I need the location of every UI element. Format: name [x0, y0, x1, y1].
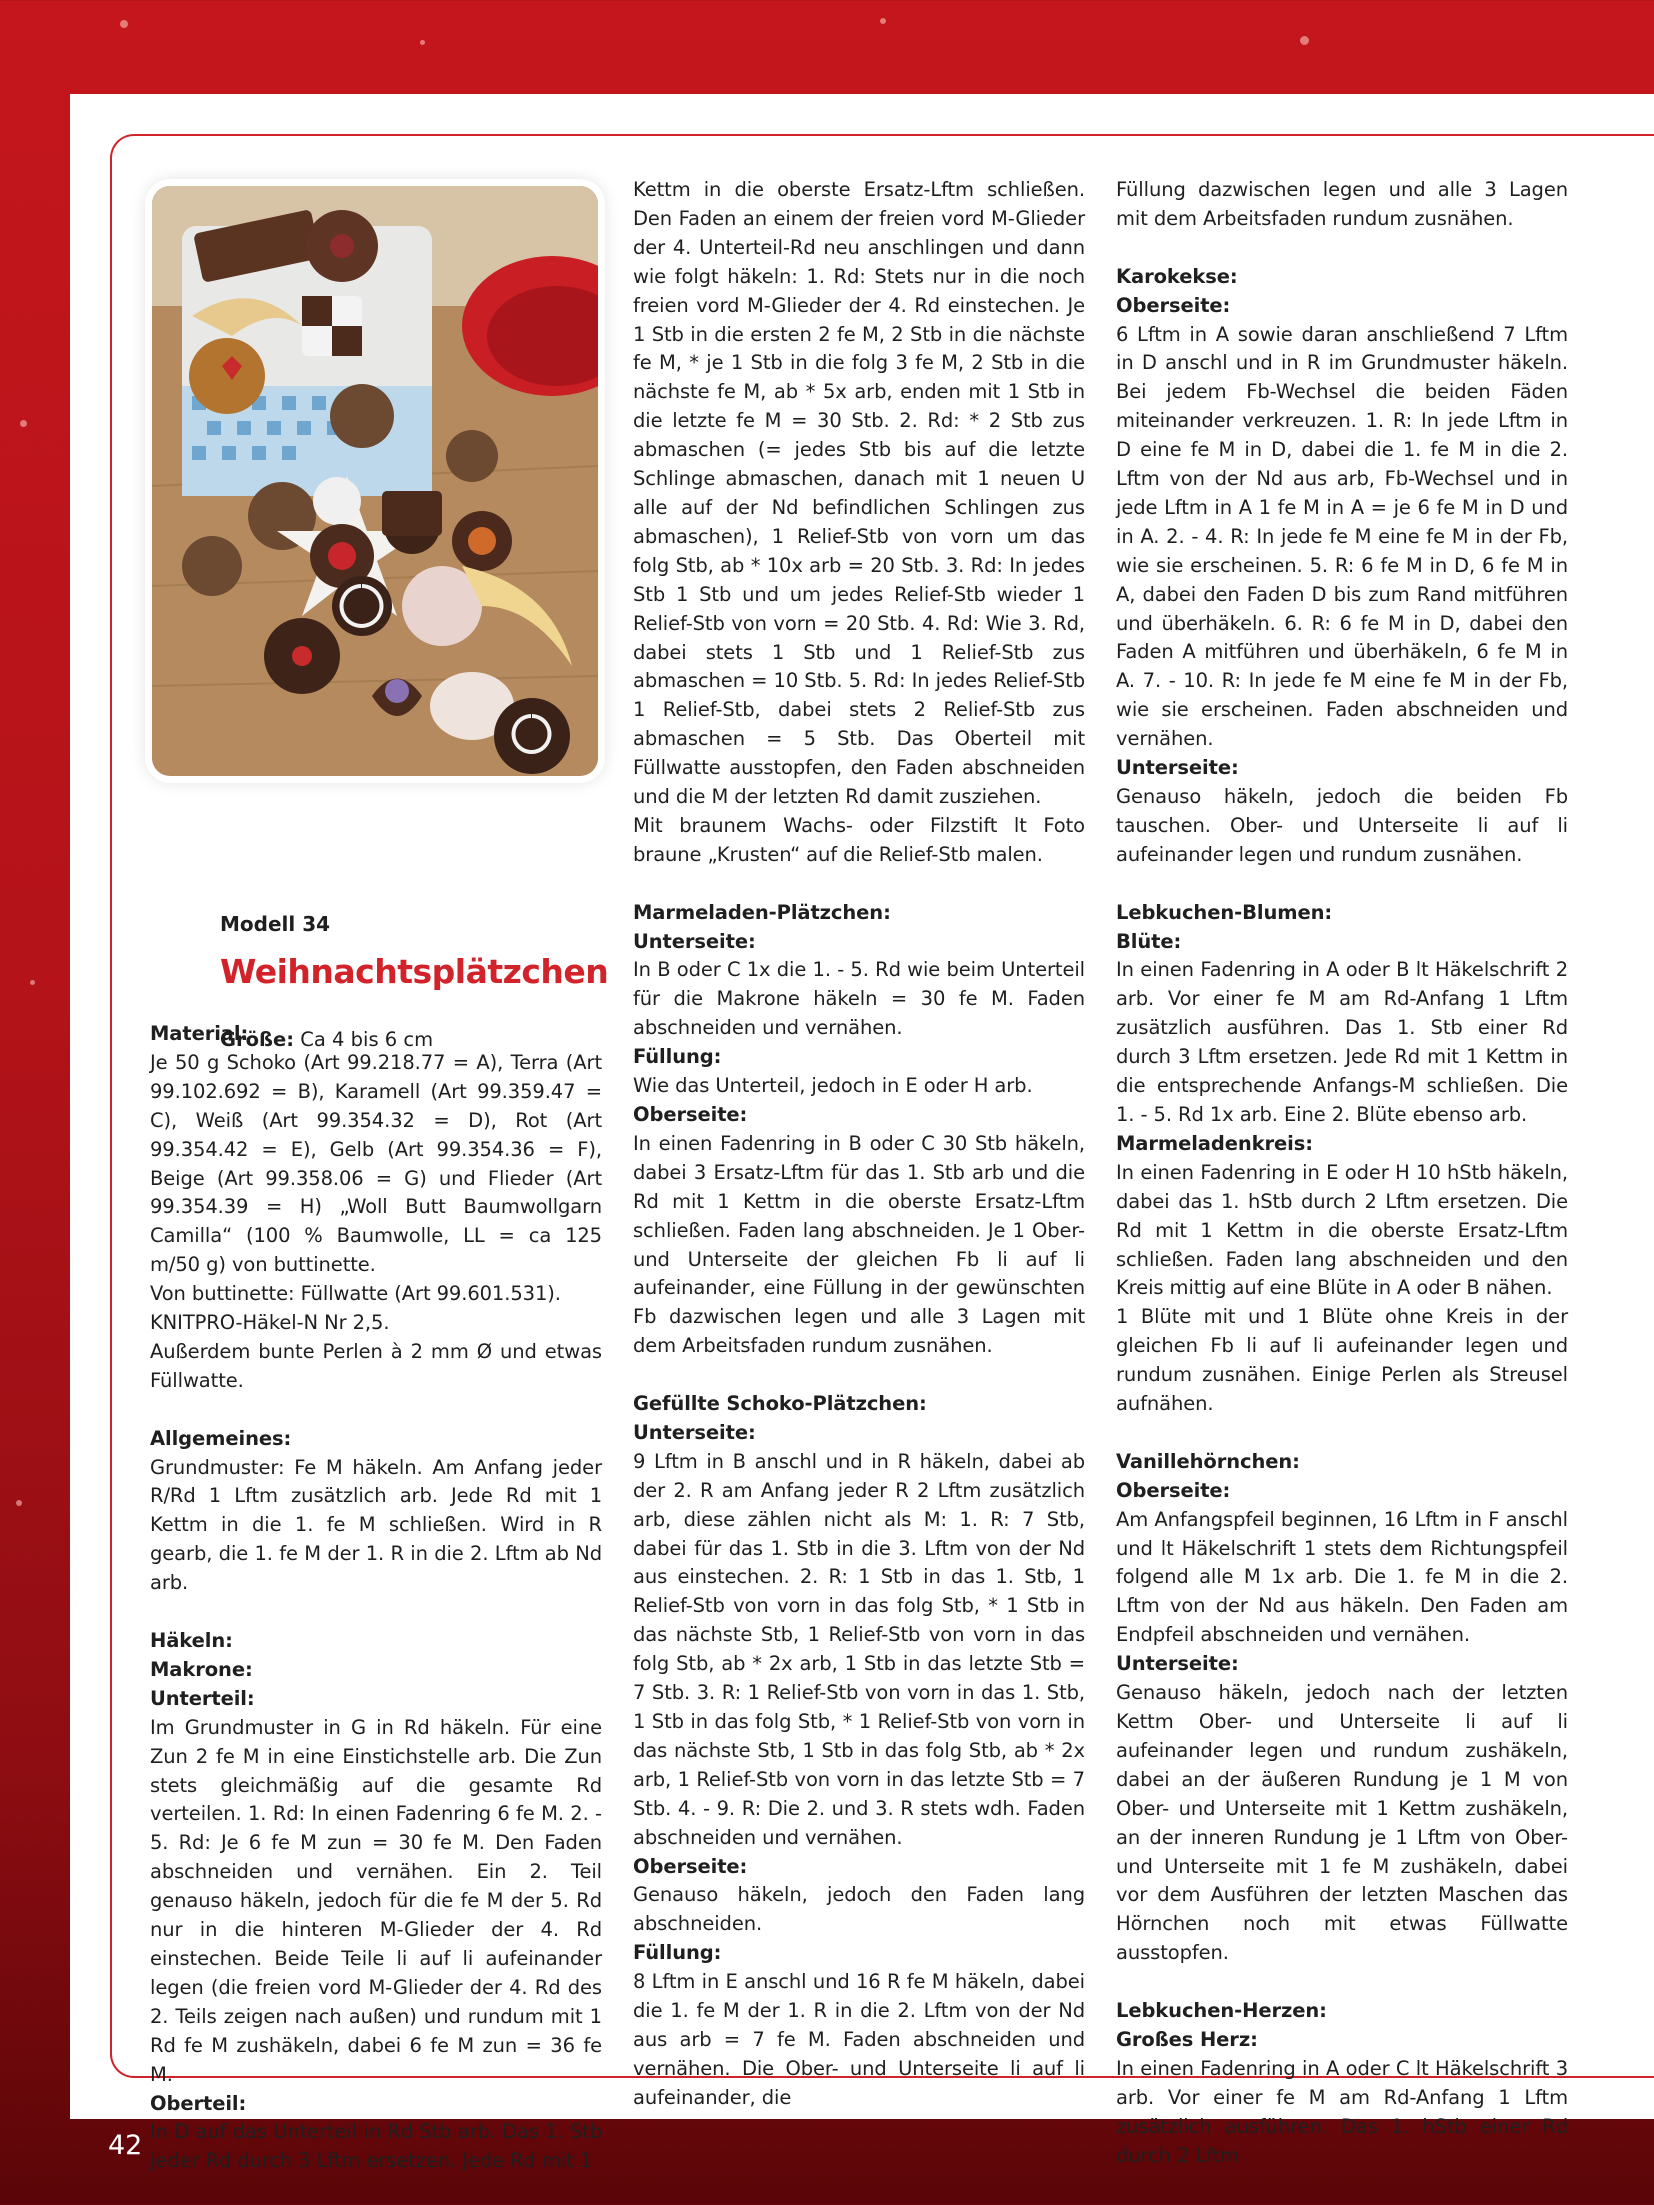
paragraph: Am Anfangspfeil beginnen, 16 Lftm in F anschl und lt Häkelschrift 1 stets dem Richtungspfeil folgend alle M 1x arb. Die 1. fe M in die 2. Lftm von der Nd aus häkeln. Den Faden am Endpfeil abschneiden und vernähen.	[1116, 1507, 1568, 1647]
paragraph: 9 Lftm in B anschl und in R häkeln, dabei ab der 2. R am Anfang jeder R 2 Lftm zusätzlich arb, diese zählen nicht als M: 1. R: 7 Stb, dabei für das 1. Stb in die 3. Lftm von der Nd aus einstechen. 2. R: 1 Stb in das 1. Stb, 1 Relief-Stb von vorn in das folg Stb, * 1 Stb in das nächste Stb, 1 Relief-Stb von vorn in das folg Stb, ab * 2x arb, 1 Stb in das letzte Stb = 7 Stb. 3. R: 1 Relief-Stb von vorn in das 1. Stb, 1 Stb in das folg Stb, * 1 Relief-Stb von vorn in das nächste Stb, 1 Stb in das folg Stb, ab * 2x arb, 1 Relief-Stb von vorn in das letzte Stb = 7 Stb. 4. - 9. R: Die 2. und 3. R stets wdh. Faden abschneiden und vernähen.	[633, 1449, 1085, 1849]
size-value: Ca 4 bis 6 cm	[300, 1028, 434, 1051]
paragraph: Genauso häkeln, jedoch den Faden lang abschneiden.	[633, 1883, 1085, 1936]
cookies-photo	[152, 186, 598, 776]
section-heading: Oberteil:	[150, 2091, 247, 2115]
section-heading: Material:	[150, 1022, 249, 1045]
page-title: Weihnachtsplätzchen	[220, 952, 609, 991]
paragraph: In einen Fadenring in E oder H 10 hStb häkeln, dabei das 1. hStb durch 2 Lftm ersetzen. Die Rd mit 1 Kettm in die oberste Ersatz-Lftm schließen. Faden lang abschneiden und den Kreis mittig auf eine Blüte in A oder B nähen.	[1116, 1160, 1568, 1300]
paragraph: Von buttinette: Füllwatte (Art 99.601.531).	[150, 1282, 561, 1306]
section-heading: Großes Herz:	[1116, 2027, 1258, 2051]
section-heading: Blüte:	[1116, 929, 1182, 953]
section-heading: Makrone:	[150, 1657, 253, 1681]
paragraph: 8 Lftm in E anschl und 16 R fe M häkeln, dabei die 1. fe M der 1. R in die 2. Lftm von der Nd aus arb = 7 fe M. Faden abschneiden und vernähen. Die Ober- und Unterseite li auf li aufeinander, die	[633, 1970, 1085, 2109]
page-number: 42	[108, 2130, 143, 2161]
section-heading: Allgemeines:	[150, 1426, 292, 1450]
section-heading: Oberseite:	[1116, 1478, 1231, 1502]
background-sparkle	[20, 420, 27, 427]
paragraph: Im Grundmuster in G in Rd häkeln. Für eine Zun 2 fe M in eine Einstichstelle arb. Die Zun stets gleichmäßig auf die gesamte Rd verteilen. 1. Rd: In einen Fadenring 6 fe M. 2. - 5. Rd: Je 6 fe M zun = 30 fe M. Den Faden abschneiden und vernähen. Ein 2. Teil genauso häkeln, jedoch für die fe M der 5. Rd nur in die hinteren M-Glieder der 4. Rd einstechen. Beide Teile li auf li aufeinander legen (die freien vord M-Glieder der 4. Rd des 2. Teils zeigen nach außen) und rundum mit 1 Rd fe M zushäkeln, dabei 6 fe M zun = 36 fe M.	[150, 1715, 602, 2086]
paragraph: Mit braunem Wachs- oder Filzstift lt Foto braune „Krusten“ auf die Relief-Stb malen.	[633, 813, 1085, 866]
section-heading: Unterseite:	[633, 1420, 756, 1444]
section-heading: Vanillehörnchen:	[1116, 1449, 1300, 1473]
section-heading: Lebkuchen-Blumen:	[1116, 900, 1333, 924]
size-label: Größe:	[220, 1028, 295, 1051]
paragraph: Grundmuster: Fe M häkeln. Am Anfang jeder R/Rd 1 Lftm zusätzlich arb. Jede Rd mit 1 Kettm in die 1. fe M schließen. Wird in R gearb, die 1. fe M der 1. R in die 2. Lftm ab Nd arb.	[150, 1455, 602, 1595]
background-sparkle	[1300, 36, 1309, 45]
section-heading: Unterseite:	[633, 929, 756, 953]
section-heading: Oberseite:	[633, 1854, 748, 1878]
paragraph: Wie das Unterteil, jedoch in E oder H arb.	[633, 1074, 1033, 1098]
paragraph: In B oder C 1x die 1. - 5. Rd wie beim Unterteil für die Makrone häkeln = 30 fe M. Faden abschneiden und vernähen.	[633, 958, 1085, 1040]
section-heading: Füllung:	[633, 1045, 722, 1069]
paragraph: In einen Fadenring in B oder C 30 Stb häkeln, dabei 3 Ersatz-Lftm für das 1. Stb arb und die Rd mit 1 Kettm in die oberste Ersatz-Lftm schließen. Faden lang abschneiden. Je 1 Ober- und Unterseite der gleichen Fb li auf li aufeinander, eine Füllung in der gewünschten Fb dazwischen legen und alle 3 Lagen mit dem Arbeitsfaden rundum zusnähen.	[633, 1131, 1085, 1358]
paragraph: Füllung dazwischen legen und alle 3 Lagen mit dem Arbeitsfaden rundum zusnähen.	[1116, 178, 1568, 230]
paragraph: In D auf das Unterteil in Rd Stb arb. Das 1. Stb jeder Rd durch 3 Lftm ersetzen. Jede Rd mit 1	[150, 2120, 602, 2173]
section-heading: Unterseite:	[1116, 756, 1239, 780]
background-sparkle	[880, 18, 886, 24]
model-label: Modell 34	[220, 912, 331, 936]
paragraph: In einen Fadenring in A oder B lt Häkelschrift 2 arb. Vor einer fe M am Rd-Anfang 1 Lftm zusätzlich ausführen. Das 1. Stb einer Rd durch 3 Lftm ersetzen. Jede Rd mit 1 Kettm in die entsprechende Anfangs-M schließen. Die 1. - 5. Rd 1x arb. Eine 2. Blüte ebenso arb.	[1116, 958, 1568, 1126]
text-column-2	[633, 176, 1085, 2113]
section-heading: Lebkuchen-Herzen:	[1116, 1999, 1327, 2023]
background-sparkle	[420, 40, 425, 45]
section-heading: Füllung:	[633, 1941, 722, 1965]
paragraph: 1 Blüte mit und 1 Blüte ohne Kreis in der gleichen Fb li auf li aufeinander legen und rundum zusnähen. Einige Perlen als Streusel aufnähen.	[1116, 1305, 1568, 1416]
section-heading: Oberseite:	[633, 1102, 748, 1126]
background-sparkle	[16, 1500, 22, 1506]
section-heading: Marmeladen-Plätzchen:	[633, 900, 891, 924]
paragraph: In einen Fadenring in A oder C lt Häkelschrift 3 arb. Vor einer fe M am Rd-Anfang 1 Lftm zusätzlich ausführen. Das 1. hStb einer Rd durch 2 Lftm	[1116, 2056, 1568, 2167]
paragraph: Kettm in die oberste Ersatz-Lftm schließen. Den Faden an einem der freien vord M-Glieder der 4. Unterteil-Rd neu anschlingen und dann wie folgt häkeln: 1. Rd: Stets nur in die noch freien vord M-Glieder der 4. Rd einstechen. Je 1 Stb in die ersten 2 fe M, 2 Stb in die nächste fe M, * je 1 Stb in die folg 3 fe M, 2 Stb in die nächste fe M, ab * 5x arb, enden mit 1 Stb in die letzte fe M = 30 Stb. 2. Rd: * 2 Stb zus abmaschen (= jedes Stb bis auf die letzte Schlinge abmaschen, danach mit 1 neuen U alle auf der Nd befindlichen Schlingen zus abmaschen), 1 Relief-Stb von vorn um das folg Stb, ab * 10x arb = 20 Stb. 3. Rd: In jedes Stb 1 Stb und um jedes Relief-Stb wieder 1 Relief-Stb von vorn = 20 Stb. 4. Rd: Wie 3. Rd, dabei stets 1 Stb und 1 Relief-Stb zus abmaschen = 10 Stb. 5. Rd: In jedes Relief-Stb 1 Relief-Stb, dabei stets 2 Relief-Stb zus abmaschen = 5 Stb. Das Oberteil mit Füllwatte ausstopfen, den Faden abschneiden und die M der letzten Rd damit zusziehen.	[633, 178, 1085, 809]
text-column-1	[150, 1020, 602, 2176]
paragraph: Je 50 g Schoko (Art 99.218.77 = A), Terra (Art 99.102.692 = B), Karamell (Art 99.359.47 = C), Weiß (Art 99.354.32 = D), Rot (Art 99.354.42 = E), Gelb (Art 99.354.36 = F), Beige (Art 99.358.06 = G) und Flieder (Art 99.354.39 = H) „Woll Butt Baumwollgarn Camilla“ (100 % Baumwolle, LL = ca 125 m/50 g) von buttinette.	[150, 1050, 602, 1277]
background-sparkle	[120, 20, 128, 28]
section-heading: Unterteil:	[150, 1686, 255, 1710]
paragraph: 6 Lftm in A sowie daran anschließend 7 Lftm in D anschl und in R im Grundmuster häkeln. Bei jedem Fb-Wechsel die beiden Fäden miteinander verkreuzen. 1. R: In jede Lftm in D eine fe M in D, dabei die 1. fe M in die 2. Lftm von der Nd aus arb, Fb-Wechsel und in jede Lftm in A 1 fe M in A = je 6 fe M in D und in A. 2. - 4. R: In jede fe M eine fe M in der Fb, wie sie erscheinen. 5. R: 6 fe M in D, 6 fe M in A, dabei den Faden D bis zum Rand mitführen und überhäkeln. 6. R: 6 fe M in D, dabei den Faden A mitführen und überhäkeln, 6 fe M in A. 7. - 10. R: In jede fe M eine fe M in der Fb, wie sie erscheinen. Faden abschneiden und vernähen.	[1116, 322, 1568, 751]
section-heading: Gefüllte Schoko-Plätzchen:	[633, 1392, 927, 1416]
section-heading: Karokekse:	[1116, 264, 1238, 288]
background-sparkle	[30, 980, 35, 985]
section-heading: Oberseite:	[1116, 293, 1231, 317]
paragraph: Genauso häkeln, jedoch die beiden Fb tauschen. Ober- und Unterseite li auf li aufeinander legen und rundum zusnähen.	[1116, 785, 1568, 866]
section-heading: Häkeln:	[150, 1629, 233, 1652]
paragraph: Außerdem bunte Perlen à 2 mm Ø und etwas Füllwatte.	[150, 1339, 602, 1392]
paragraph: KNITPRO-Häkel-N Nr 2,5.	[150, 1311, 390, 1335]
section-heading: Unterseite:	[1116, 1652, 1239, 1676]
paragraph: Genauso häkeln, jedoch nach der letzten Kettm Ober- und Unterseite li auf li aufeinander legen und rundum zushäkeln, dabei an der äußeren Rundung je 1 M von Ober- und Unterseite mit 1 Kettm zushäkeln, an der inneren Rundung je 1 Lftm von Ober- und Unterseite mit 1 fe M zushäkeln, dabei vor dem Ausführen der letzten Maschen das Hörnchen noch mit etwas Füllwatte ausstopfen.	[1116, 1681, 1568, 1965]
text-column-3	[1116, 176, 1568, 2170]
section-heading: Marmeladenkreis:	[1116, 1131, 1313, 1155]
